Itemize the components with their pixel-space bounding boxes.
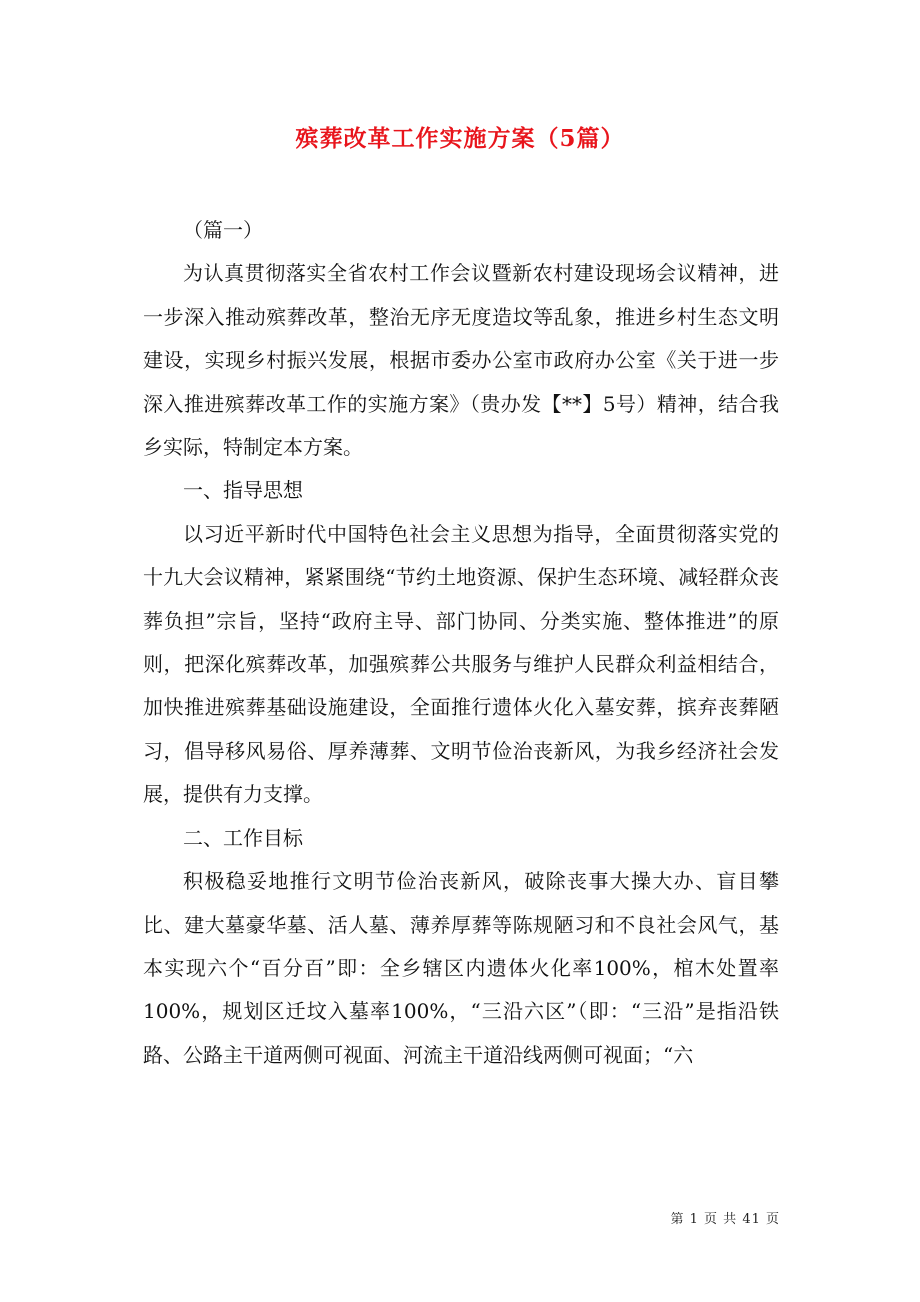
document-body xyxy=(143,209,779,1077)
section-label: （篇一） xyxy=(183,218,263,242)
heading-guiding-ideology: 一、指导思想 xyxy=(183,478,303,503)
intro-paragraph: 为认真贯彻落实全省农村工作会议暨新农村建设现场会议精神，进一步深入推动殡葬改革，整治无序无度造坟等乱象，推进乡村生态文明建设，实现乡村振兴发展，根据市委办公室市政府办公室《关于进一步深入推进殡葬改革工作的实施方案》（贵办发【**】5号）精神，结合我乡实际，特制定本方案。 xyxy=(143,261,779,460)
guiding-ideology-paragraph: 以习近平新时代中国特色社会主义思想为指导，全面贯彻落实党的十九大会议精神，紧紧围绕“节约土地资源、保护生态环境、减轻群众丧葬负担”宗旨，坚持“政府主导、部门协同、分类实施、整体推进”的原则，把深化殡葬改革，加强殡葬公共服务与维护人民群众利益相结合，加快推进殡葬基础设施建设，全面推行遗体火化入墓安葬，摈弃丧葬陋习，倡导移风易俗、厚养薄葬、文明节俭治丧新风，为我乡经济社会发展，提供有力支撑。 xyxy=(143,521,779,807)
document-title: 殡葬改革工作实施方案（5篇） xyxy=(295,125,625,152)
work-goals-paragraph: 积极稳妥地推行文明节俭治丧新风，破除丧事大操大办、盲目攀比、建大墓豪华墓、活人墓、薄养厚葬等陈规陋习和不良社会风气，基本实现六个“百分百”即：全乡辖区内遗体火化率100%，棺木处置率100%，规划区迁坟入墓率100%，“三沿六区”（即：“三沿”是指沿铁路、公路主干道两侧可视面、河流主干道沿线两侧可视面；“六 xyxy=(143,869,779,1067)
heading-work-goals: 二、工作目标 xyxy=(183,825,303,850)
page-number: 第 1 页 共 41 页 xyxy=(670,1212,780,1227)
